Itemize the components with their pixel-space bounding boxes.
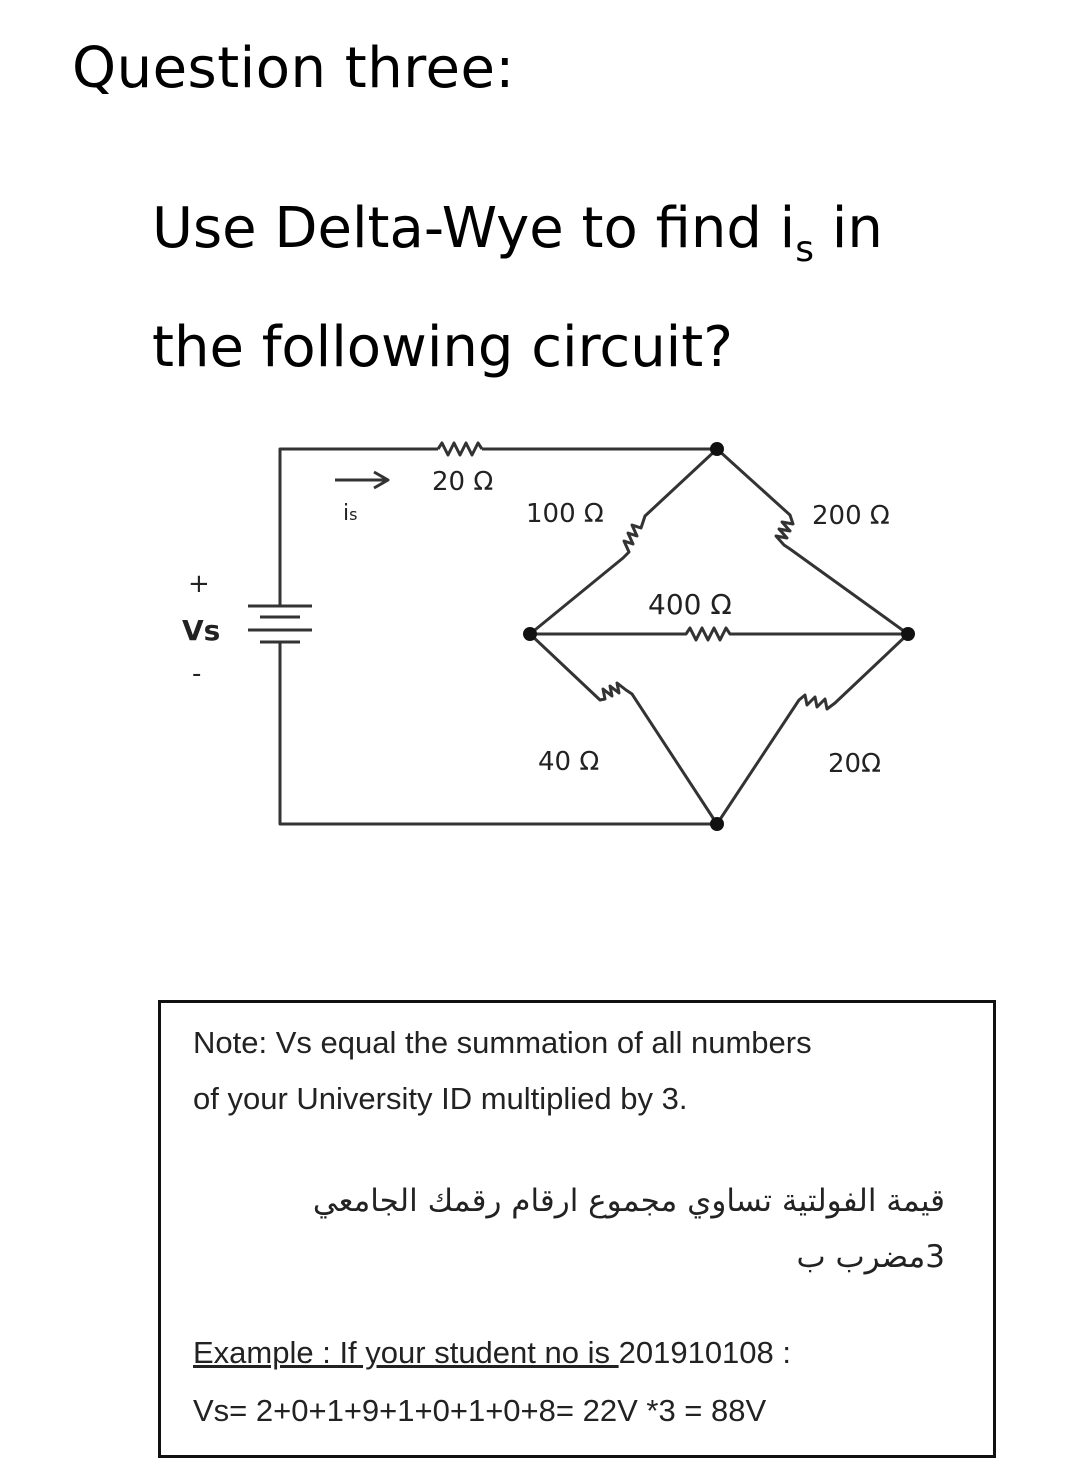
question-line1-end: in [814, 196, 883, 261]
label-400: 400 Ω [648, 588, 732, 621]
resistor-400-branch [530, 628, 908, 640]
current-label: is [343, 501, 358, 526]
source-minus: - [192, 659, 202, 689]
resistor-200-branch [717, 449, 908, 634]
label-series-resistor: 20 Ω [432, 467, 494, 497]
note-box [158, 1000, 996, 1458]
question-text [152, 180, 1032, 397]
node-top [710, 442, 724, 456]
example-line-1 [193, 1335, 791, 1371]
label-100: 100 Ω [526, 499, 604, 529]
resistor-20-branch [717, 634, 908, 824]
question-line1-text: Use Delta-Wye to find i [152, 196, 796, 261]
circuit-diagram [160, 420, 920, 840]
note-line-1: Note: Vs equal the summation of all numbers [193, 1025, 812, 1060]
node-left [523, 627, 537, 641]
source-plus: + [188, 569, 210, 599]
label-20: 20Ω [828, 749, 881, 779]
example-calculation: Vs= 2+0+1+9+1+0+1+0+8= 22V *3 = 88V [193, 1393, 767, 1428]
series-resistor-zigzag [438, 443, 482, 455]
question-subscript: s [795, 229, 814, 270]
label-40: 40 Ω [538, 747, 600, 777]
source-label: Vs [182, 614, 221, 647]
node-right [901, 627, 915, 641]
note-line-2: of your University ID multiplied by 3. [193, 1081, 688, 1116]
example-student-number: 201910108 : [618, 1335, 792, 1370]
resistor-40-branch [530, 634, 717, 824]
question-heading: Question three: [72, 36, 515, 101]
label-200: 200 Ω [812, 501, 890, 531]
question-line1 [152, 196, 883, 270]
node-bottom [710, 817, 724, 831]
arabic-note-line-1: قيمة الفولتية تساوي مجموع ارقام رقمك الجامعي [312, 1183, 945, 1219]
question-line2: the following circuit? [152, 315, 733, 380]
wire-top-left [280, 449, 438, 582]
wire-bottom [280, 668, 717, 824]
arabic-note-line-2: 3مضرب ب [796, 1239, 945, 1275]
example-label: Example : If your student no is [193, 1335, 619, 1370]
